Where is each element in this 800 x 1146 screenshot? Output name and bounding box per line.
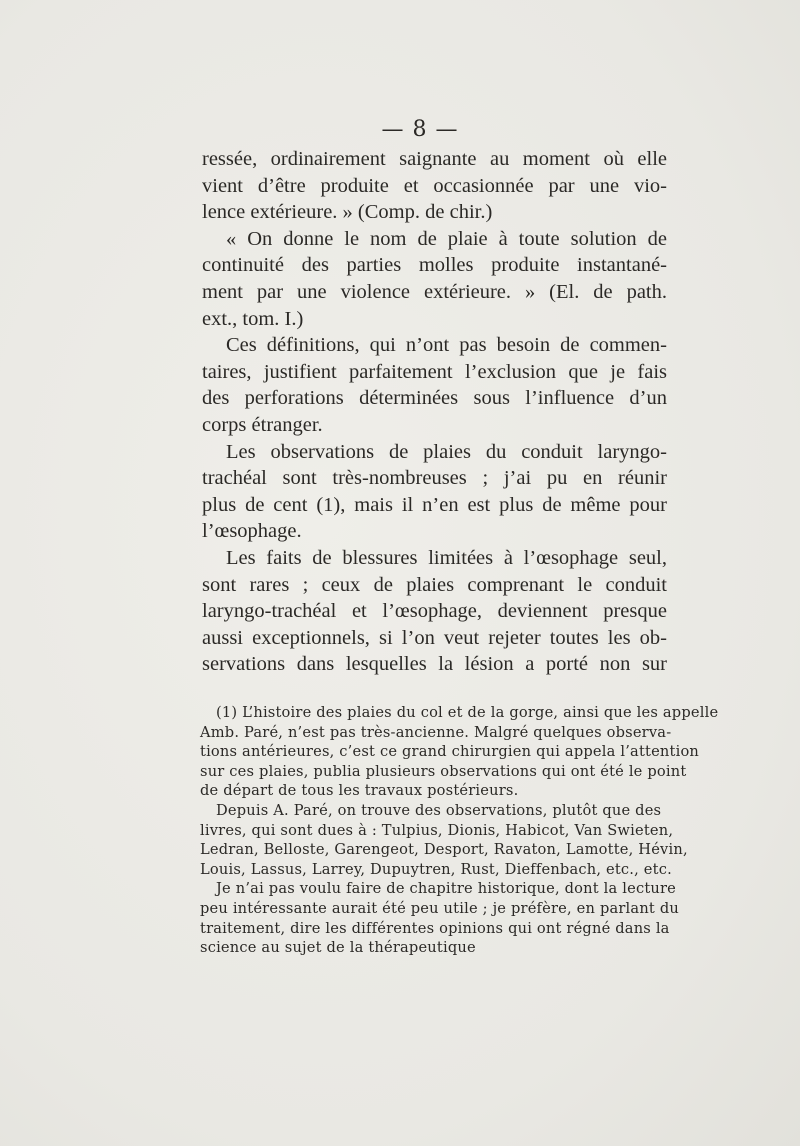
text-line: taires, justifient parfaitement l’exclusion que je fais [202, 360, 667, 383]
footnote-line: Louis, Lassus, Larrey, Dupuytren, Rust, Dieffenbach, etc., etc. [200, 860, 672, 878]
text-line: Ces définitions, qui n’ont pas besoin de commen- [226, 334, 667, 357]
text-line: plus de cent (1), mais il n’en est plus de même pour [202, 493, 667, 516]
main-text [202, 146, 667, 678]
footnote-line: (1) L’histoire des plaies du col et de la gorge, ainsi que les appelle [216, 704, 719, 721]
text-line: « On donne le nom de plaie à toute solution de [226, 227, 667, 250]
text-line: Les observations de plaies du conduit laryngo- [226, 440, 667, 463]
text-line: servations dans lesquelles la lésion a porté non sur [202, 653, 667, 676]
footnote-line: Depuis A. Paré, on trouve des observations, plutôt que des [216, 801, 662, 819]
text-line: ressée, ordinairement saignante au moment où elle [202, 148, 667, 170]
text-line: des perforations déterminées sous l’influence d’un [202, 387, 667, 410]
footnote-line: Ledran, Belloste, Garengeot, Desport, Ravaton, Lamotte, Hévin, [200, 841, 688, 859]
text-line: laryngo-trachéal et l’œsophage, deviennent presque [202, 600, 667, 623]
page-number: — 8 — [381, 117, 459, 142]
footnote-line: livres, qui sont dues à : Tulpius, Dionis, Habicot, Van Swieten, [200, 821, 674, 839]
footnote-line: Je n’ai pas voulu faire de chapitre historique, dont la lecture [216, 880, 677, 898]
footnote-line: sur ces plaies, publia plusieurs observations qui ont été le point [200, 762, 687, 780]
text-line: aussi exceptionnels, si l’on veut rejeter toutes les ob- [202, 626, 667, 649]
text-line: l’œsophage. [202, 520, 302, 543]
text-line: corps étranger. [202, 413, 323, 436]
text-line: continuité des parties molles produite instantané- [202, 254, 667, 277]
text-line: ment par une violence extérieure. » (El. de path. [202, 280, 667, 303]
footnote-line: de départ de tous les travaux postérieurs. [200, 782, 519, 800]
footnote-line: Amb. Paré, n’est pas très-ancienne. Malgré quelques observa- [200, 723, 672, 741]
text-line: lence extérieure. » (Comp. de chir.) [202, 201, 493, 224]
footnote-line: traitement, dire les différentes opinions qui ont régné dans la [200, 919, 670, 937]
text-line: sont rares ; ceux de plaies comprenant le conduit [202, 573, 667, 596]
footnote [200, 703, 719, 958]
text-line: trachéal sont très-nombreuses ; j’ai pu en réunir [202, 467, 667, 490]
text-line: ext., tom. I.) [202, 307, 304, 330]
footnote-line: tions antérieures, c’est ce grand chirurgien qui appela l’attention [200, 743, 700, 761]
text-line: vient d’être produite et occasionnée par une vio- [202, 174, 667, 197]
footnote-line: peu intéressante aurait été peu utile ; je préfère, en parlant du [200, 899, 679, 917]
footnote-line: science au sujet de la thérapeutique [200, 939, 476, 957]
text-line: Les faits de blessures limitées à l’œsophage seul, [226, 546, 667, 569]
